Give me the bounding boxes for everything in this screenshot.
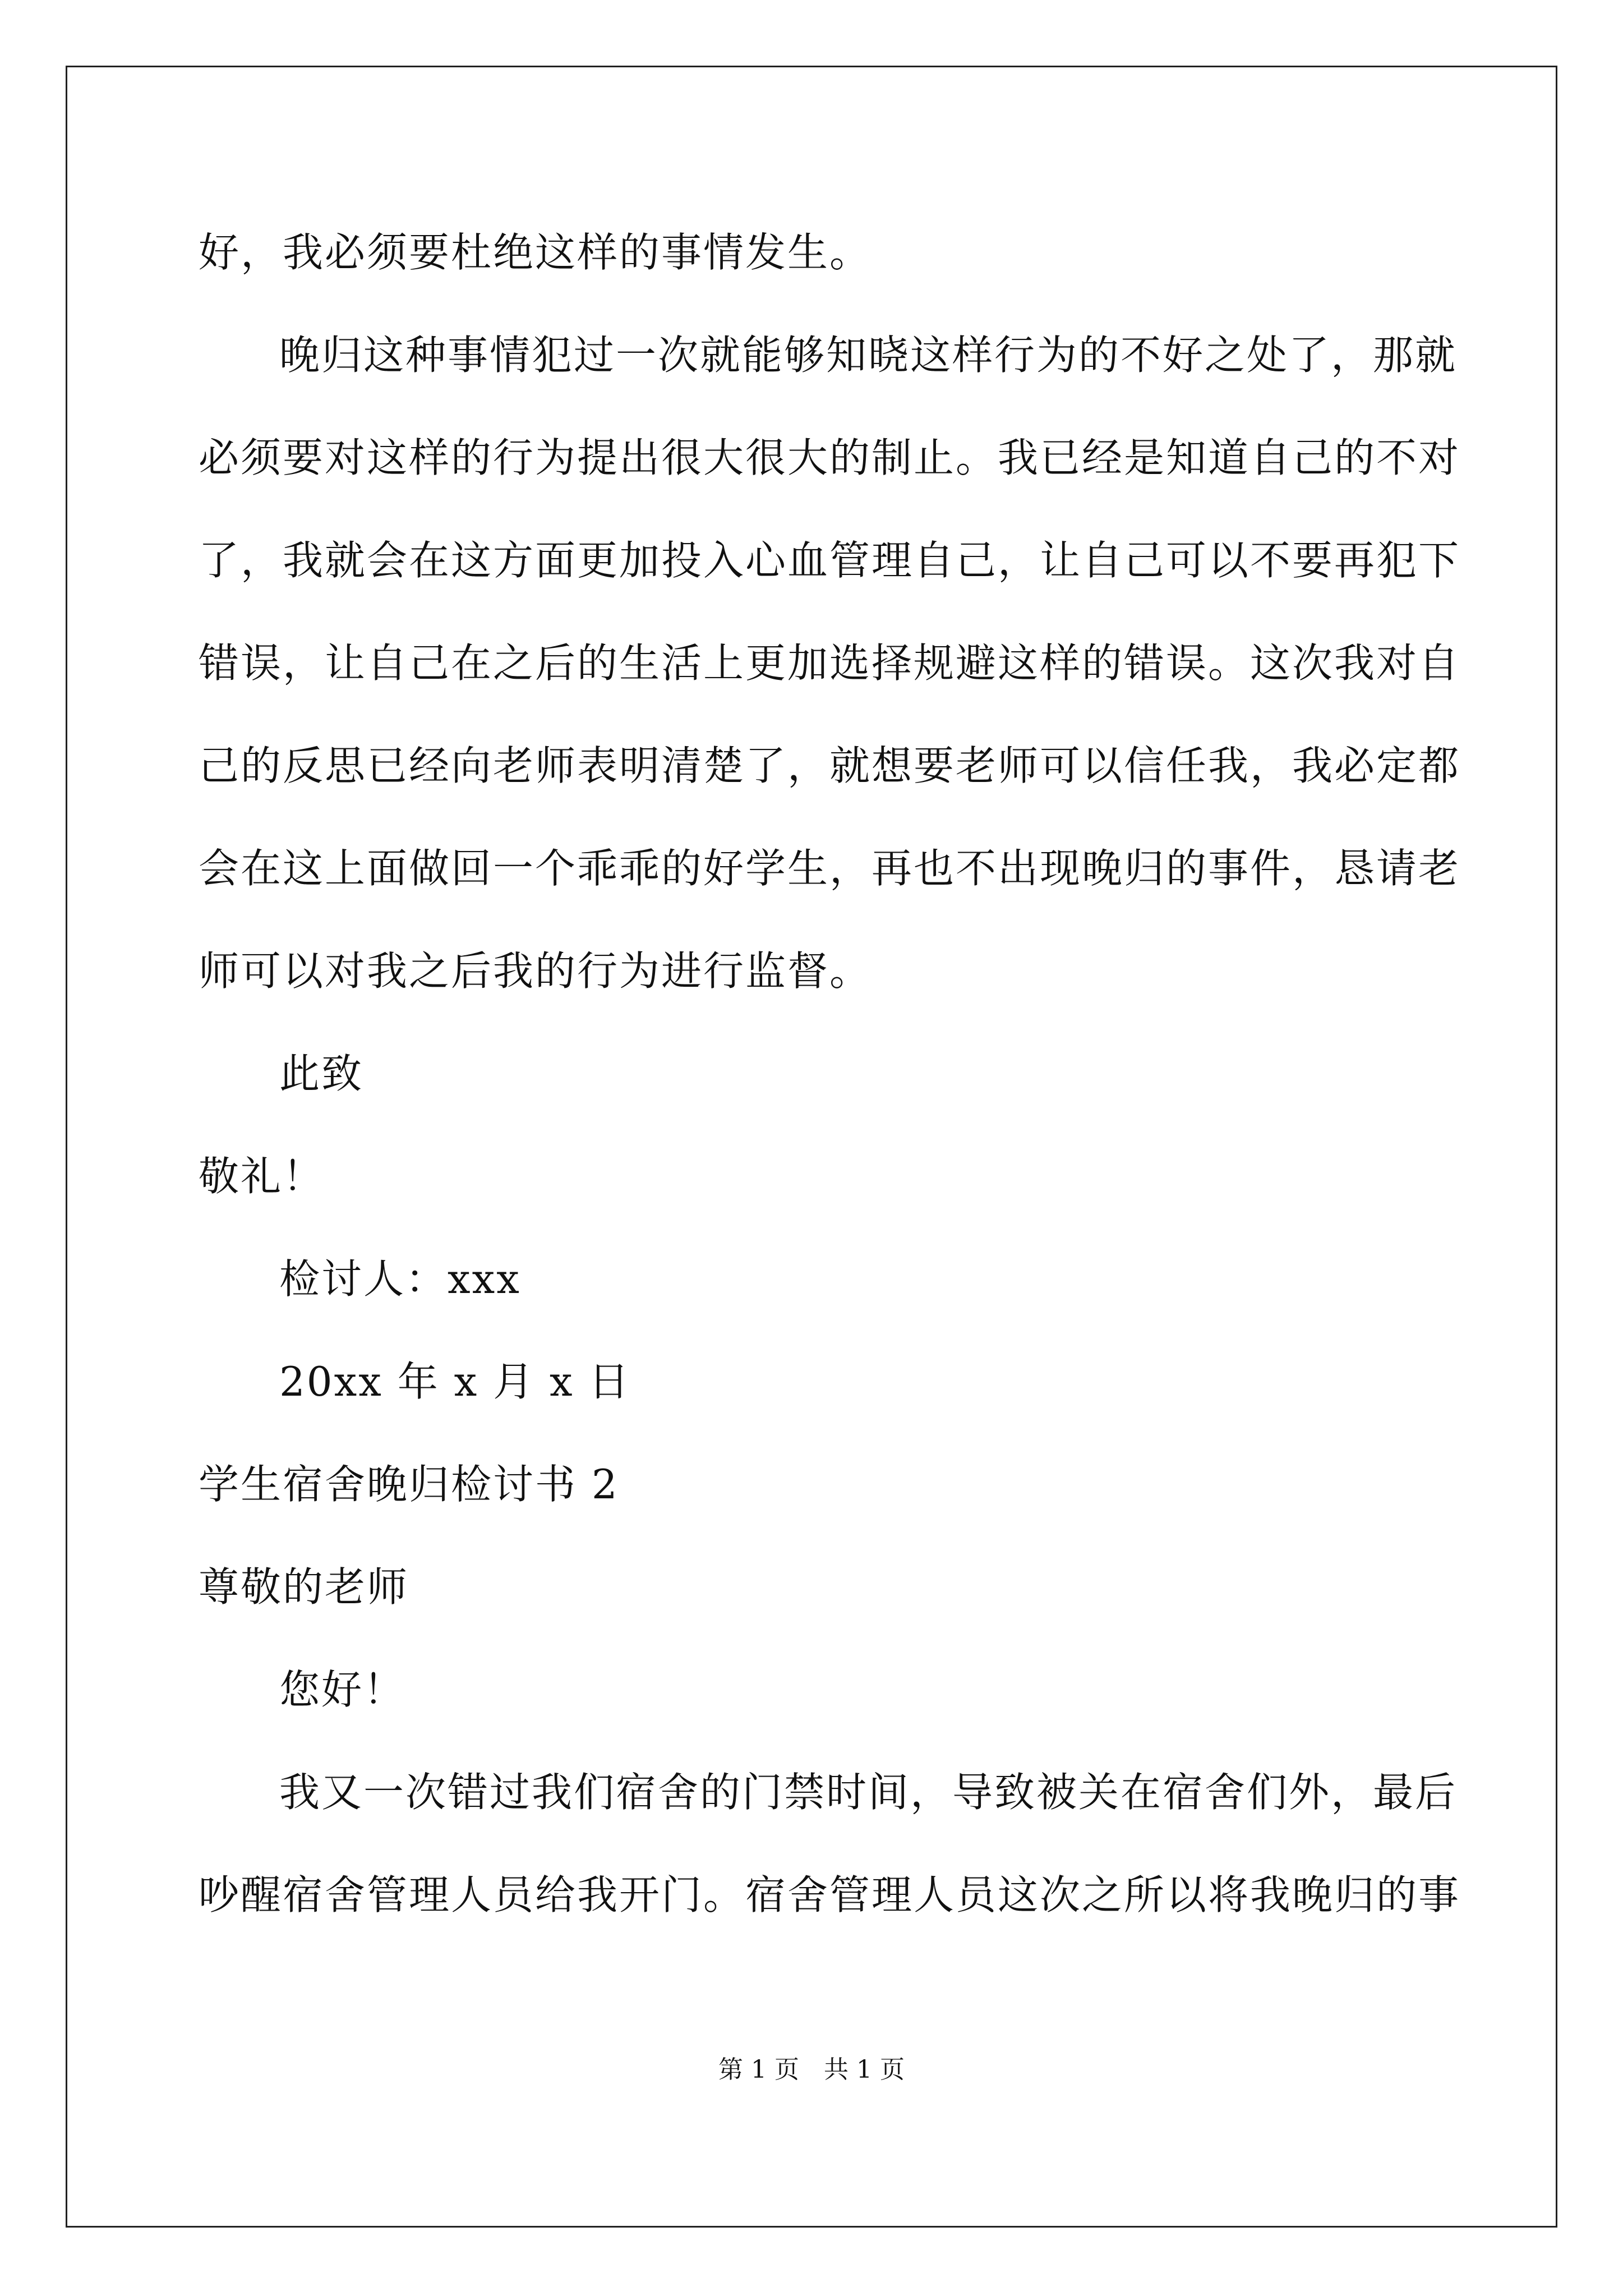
closing-salutation: 此致 [279, 1050, 364, 1097]
section-title: 学生宿舍晚归检讨书 2 [199, 1461, 619, 1508]
signature-line: 检讨人：xxx [279, 1255, 521, 1303]
date-line: 20xx 年 x 月 x 日 [279, 1358, 631, 1405]
greeting-hello: 您好！ [279, 1666, 406, 1713]
body-line-5: 错误，让自己在之后的生活上更加选择规避这样的错误。这次我对自 [199, 639, 1461, 687]
body-line-17: 吵醒宿舍管理人员给我开门。宿舍管理人员这次之所以将我晚归的事 [199, 1871, 1461, 1918]
closing-respect: 敬礼！ [199, 1153, 325, 1200]
body-line-2: 晚归这种事情犯过一次就能够知晓这样行为的不好之处了，那就 [279, 332, 1458, 379]
page-footer: 第 1 页 共 1 页 [718, 2055, 905, 2084]
body-line-6: 己的反思已经向老师表明清楚了，就想要老师可以信任我，我必定都 [199, 742, 1461, 789]
body-line-1: 好，我必须要杜绝这样的事情发生。 [199, 229, 872, 276]
body-line-3: 必须要对这样的行为提出很大很大的制止。我已经是知道自己的不对 [199, 434, 1461, 481]
body-line-4: 了，我就会在这方面更加投入心血管理自己，让自己可以不要再犯下 [199, 537, 1461, 584]
greeting-recipient: 尊敬的老师 [199, 1563, 409, 1611]
body-line-7: 会在这上面做回一个乖乖的好学生，再也不出现晚归的事件，恳请老 [199, 845, 1461, 892]
body-line-16: 我又一次错过我们宿舍的门禁时间，导致被关在宿舍们外，最后 [279, 1769, 1458, 1816]
body-line-8: 师可以对我之后我的行为进行监督。 [199, 947, 872, 995]
